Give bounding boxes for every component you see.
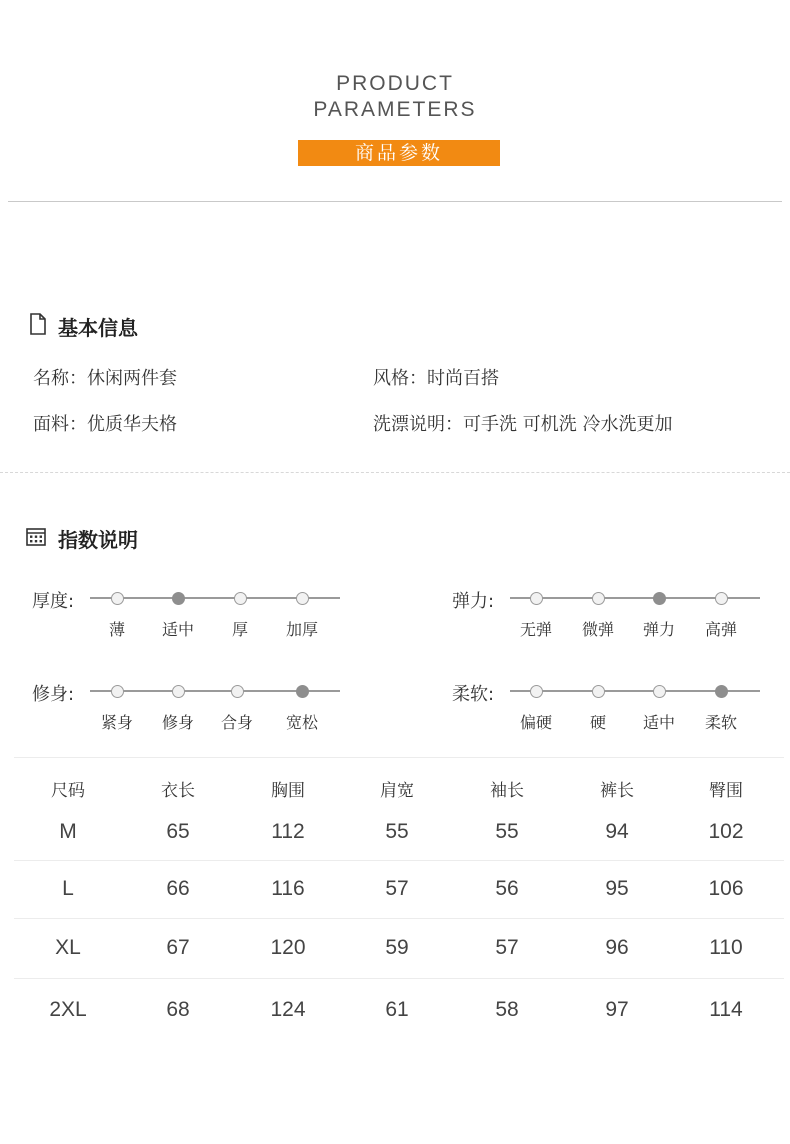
table-cell: 67 bbox=[166, 936, 190, 959]
table-header-cell: 尺码 bbox=[51, 781, 85, 801]
table-cell: 57 bbox=[385, 877, 409, 900]
metric-dot bbox=[530, 685, 543, 698]
table-header-cell: 胸围 bbox=[271, 781, 305, 801]
table-cell: 66 bbox=[166, 877, 190, 900]
calendar-grid-icon bbox=[26, 526, 46, 551]
table-header-cell: 肩宽 bbox=[380, 781, 414, 801]
section-divider bbox=[0, 472, 790, 473]
header-divider bbox=[8, 201, 782, 202]
metric-label: 修身: bbox=[32, 684, 75, 705]
table-cell: 57 bbox=[495, 936, 519, 959]
metric-dot bbox=[653, 592, 666, 605]
table-cell: 112 bbox=[271, 820, 305, 843]
header-title-en-2: PARAMETERS bbox=[313, 98, 477, 121]
product-fabric: 面料：优质华夫格 bbox=[33, 414, 177, 435]
metric-option-label: 宽松 bbox=[285, 713, 318, 732]
table-cell: 65 bbox=[166, 820, 190, 843]
metric-option-label: 柔软 bbox=[704, 713, 737, 732]
metric-dot bbox=[653, 685, 666, 698]
table-cell: 120 bbox=[270, 936, 306, 959]
metric-dot bbox=[296, 592, 309, 605]
table-cell: 59 bbox=[385, 936, 409, 959]
metric-dot bbox=[111, 685, 124, 698]
table-cell: XL bbox=[55, 936, 81, 959]
index-section-title bbox=[26, 524, 138, 553]
table-row-divider bbox=[14, 978, 784, 979]
index-title: 指数说明 bbox=[58, 528, 138, 552]
wash-instructions: 洗漂说明：可手洗 可机洗 冷水洗更加 bbox=[373, 414, 673, 435]
table-cell: 106 bbox=[708, 877, 744, 900]
table-cell: 61 bbox=[385, 998, 409, 1021]
metric-dot bbox=[172, 685, 185, 698]
header-title-cn-badge: 商品参数 bbox=[298, 140, 500, 166]
metric-option-label: 微弹 bbox=[581, 620, 614, 639]
metric-option-label: 高弹 bbox=[704, 620, 737, 639]
metric-dot bbox=[296, 685, 309, 698]
metric-option-label: 合身 bbox=[220, 713, 253, 732]
basic-info-section-title bbox=[30, 312, 138, 341]
table-row-divider bbox=[14, 860, 784, 861]
table-cell: 110 bbox=[709, 936, 743, 959]
table-cell: 102 bbox=[708, 820, 744, 843]
table-row-divider bbox=[14, 757, 784, 758]
table-cell: 2XL bbox=[49, 998, 87, 1021]
metric-option-label: 弹力 bbox=[642, 620, 675, 639]
table-cell: 116 bbox=[271, 877, 305, 900]
table-header-cell: 臀围 bbox=[709, 781, 743, 801]
table-cell: 56 bbox=[495, 877, 519, 900]
header-title-en-1: PRODUCT bbox=[336, 72, 454, 95]
table-cell: L bbox=[62, 877, 74, 900]
metric-dot bbox=[111, 592, 124, 605]
metric-option-label: 修身 bbox=[161, 713, 194, 732]
document-icon bbox=[30, 313, 46, 340]
metric-label: 厚度: bbox=[32, 591, 75, 612]
table-cell: 94 bbox=[605, 820, 629, 843]
table-cell: 114 bbox=[709, 998, 743, 1021]
table-cell: 97 bbox=[605, 998, 629, 1021]
metric-option-label: 硬 bbox=[589, 713, 606, 732]
metric-dot bbox=[592, 685, 605, 698]
metric-option-label: 偏硬 bbox=[519, 713, 552, 732]
metric-option-label: 适中 bbox=[642, 713, 675, 732]
table-cell: 58 bbox=[495, 998, 519, 1021]
metric-dot bbox=[592, 592, 605, 605]
metric-option-label: 薄 bbox=[108, 620, 125, 639]
product-style: 风格：时尚百搭 bbox=[373, 368, 499, 389]
table-cell: 96 bbox=[605, 936, 629, 959]
metric-option-label: 无弹 bbox=[519, 620, 552, 639]
table-cell: M bbox=[59, 820, 77, 843]
metric-option-label: 厚 bbox=[231, 620, 248, 639]
table-cell: 68 bbox=[166, 998, 190, 1021]
metric-dot bbox=[715, 685, 728, 698]
metric-label: 弹力: bbox=[452, 591, 495, 612]
product-name: 名称：休闲两件套 bbox=[33, 368, 177, 389]
basic-info-title: 基本信息 bbox=[58, 316, 138, 340]
table-header-cell: 衣长 bbox=[161, 781, 195, 801]
table-cell: 95 bbox=[605, 877, 629, 900]
table-cell: 55 bbox=[495, 820, 519, 843]
table-cell: 124 bbox=[270, 998, 306, 1021]
metric-dot bbox=[231, 685, 244, 698]
metric-dot bbox=[715, 592, 728, 605]
table-row-divider bbox=[14, 918, 784, 919]
table-header-cell: 袖长 bbox=[490, 781, 524, 801]
metric-option-label: 紧身 bbox=[100, 713, 133, 732]
metric-option-label: 加厚 bbox=[285, 620, 318, 639]
metric-dot bbox=[172, 592, 185, 605]
metric-dot bbox=[530, 592, 543, 605]
table-cell: 55 bbox=[385, 820, 409, 843]
metric-dot bbox=[234, 592, 247, 605]
metric-option-label: 适中 bbox=[161, 620, 194, 639]
table-header-cell: 裤长 bbox=[600, 781, 634, 801]
metric-label: 柔软: bbox=[452, 684, 495, 705]
